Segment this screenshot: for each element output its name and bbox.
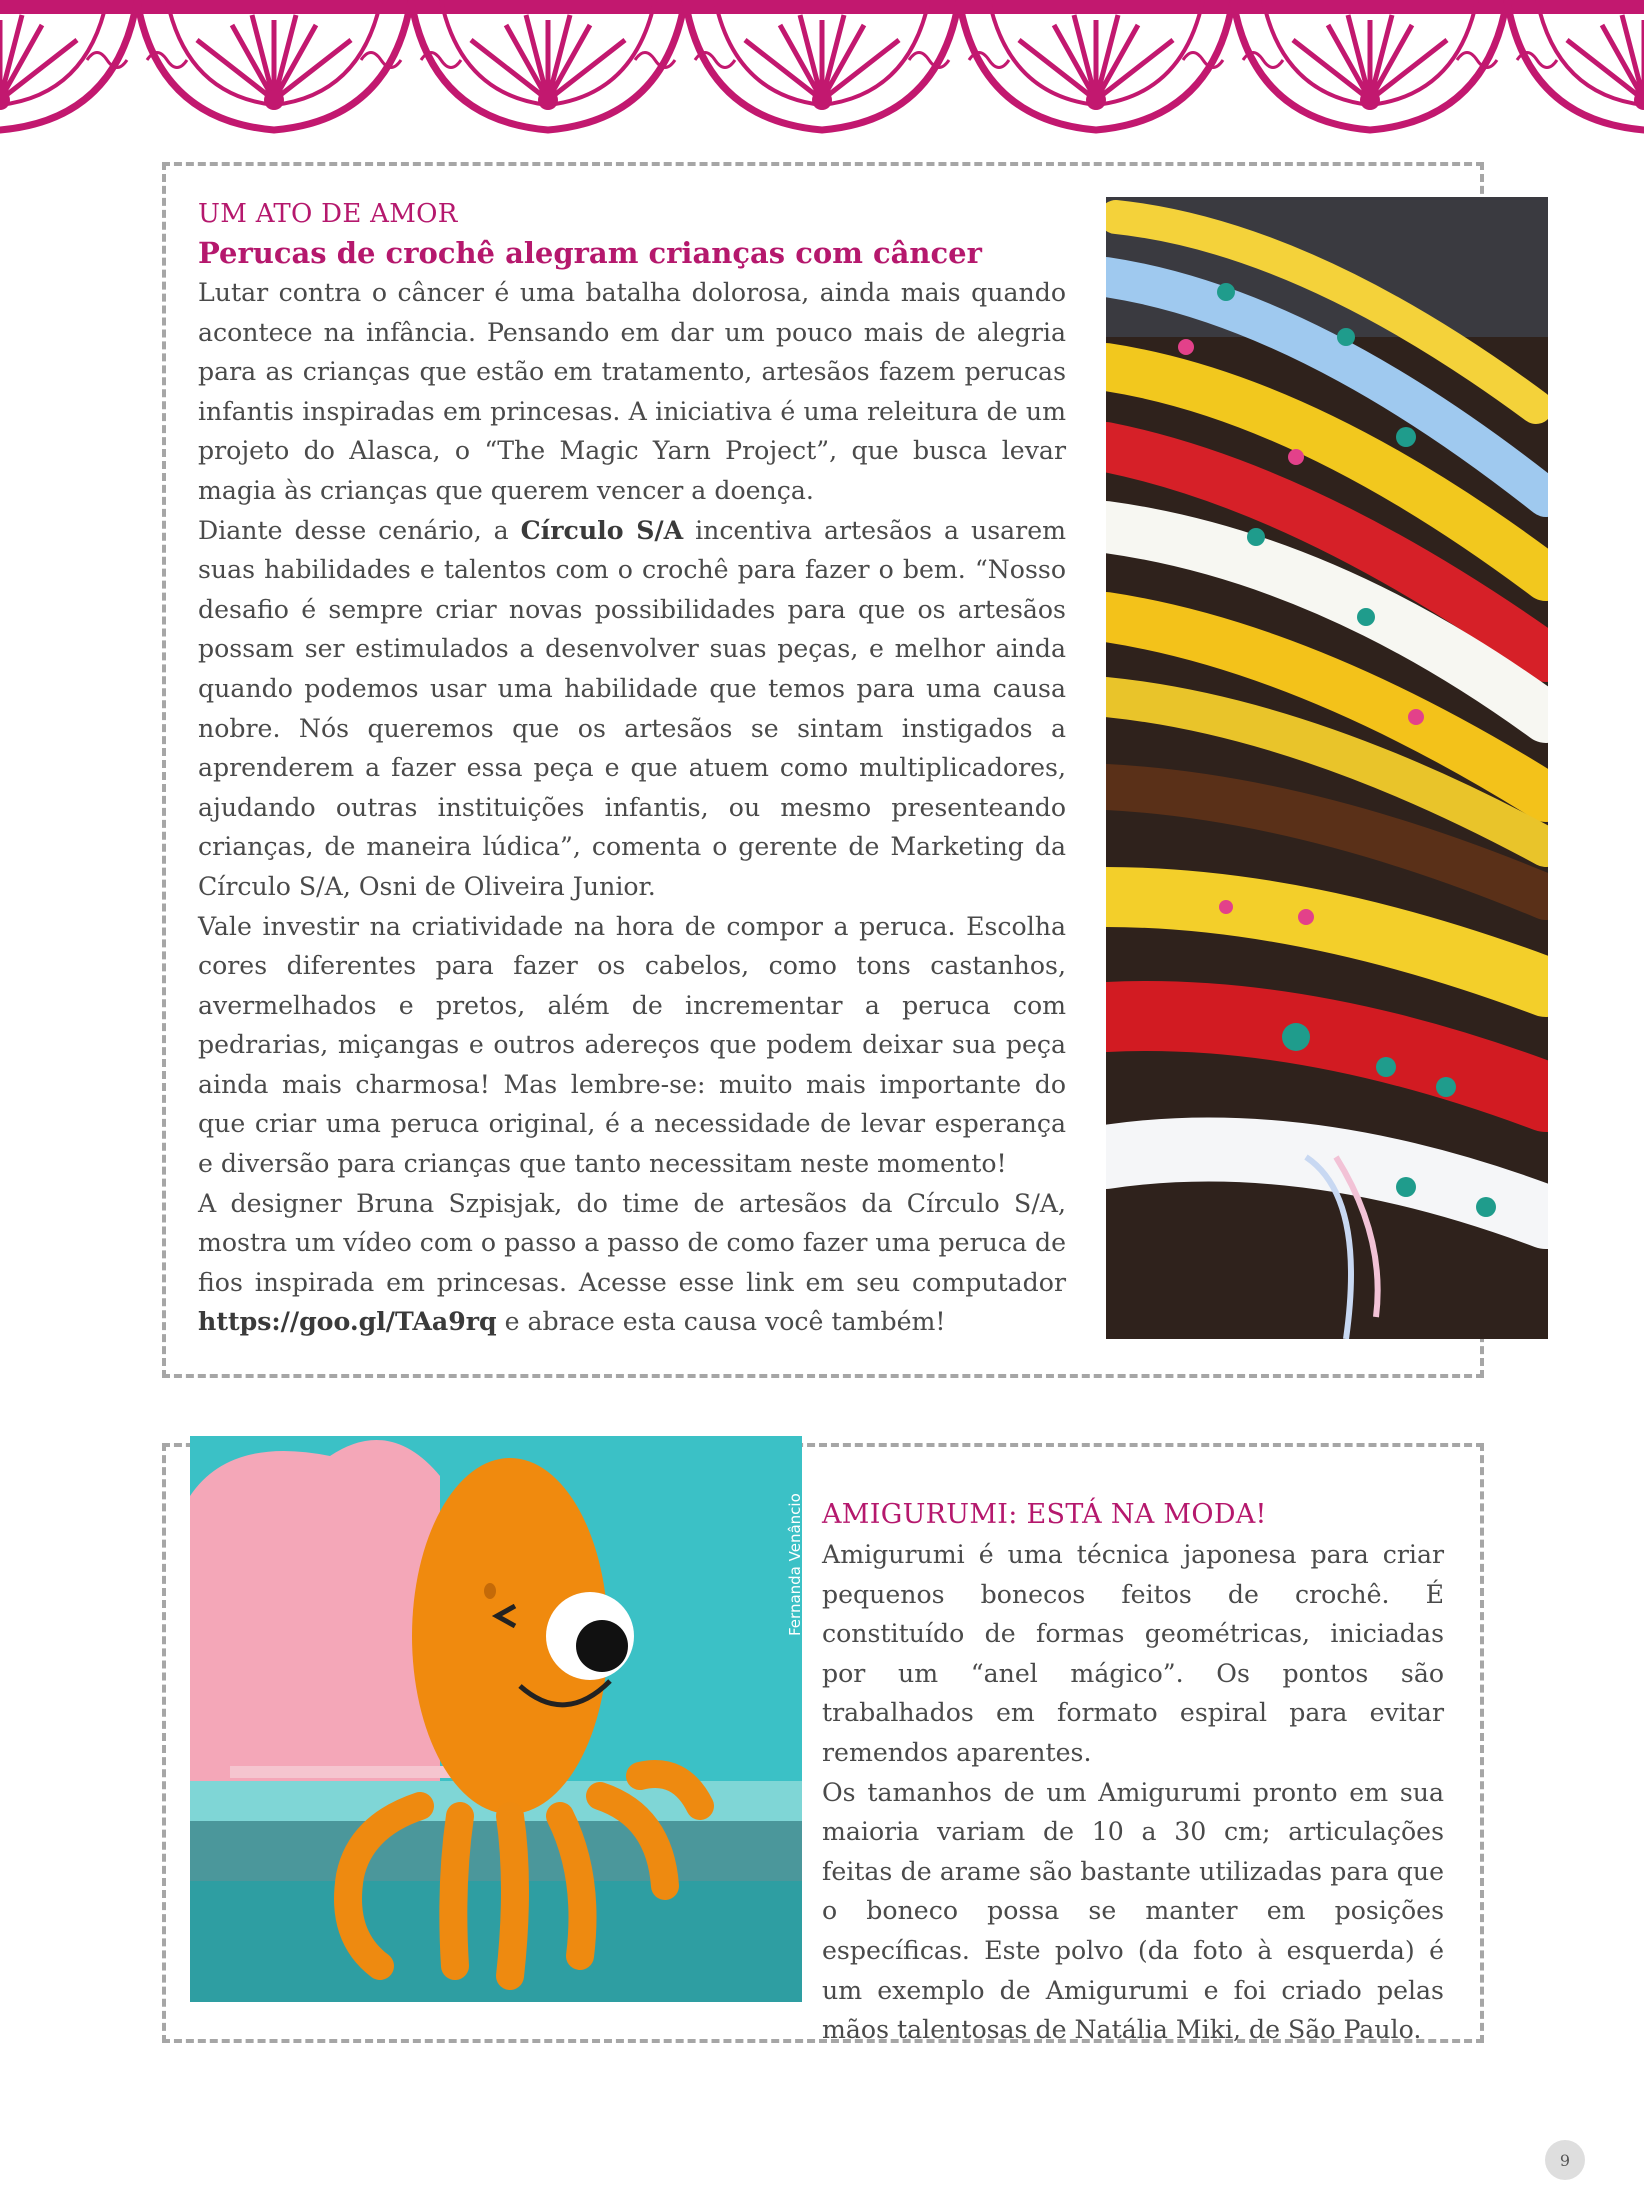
lace-border-decoration [0, 0, 1644, 150]
photo-crochet-wigs [1106, 197, 1548, 1339]
company-name: Círculo S/A [520, 514, 684, 545]
photo-credit: Fernanda Venâncio [786, 1493, 804, 1636]
section-kicker: UM ATO DE AMOR [198, 199, 458, 229]
video-link[interactable]: https://goo.gl/TAa9rq [198, 1306, 497, 1337]
article-headline: Perucas de crochê alegram crianças com câncer [198, 236, 982, 270]
section-kicker: AMIGURUMI: ESTÁ NA MODA! [822, 1499, 1267, 1530]
article-amigurumi [822, 1495, 1444, 2050]
paragraph: Vale investir na criatividade na hora de compor a peruca. Escolha cores diferentes para fazer os cabelos, como tons castanhos, avermelhados e pretos, além de incrementar a peruca com pedrarias, miçangas e outros adereços que podem deixar sua peça ainda mais charmosa! Mas lembre-se: muito mais importante do que criar uma peruca original, é a necessidade de levar esperança e diversão para crianças que tanto necessitam neste momento! [198, 911, 1066, 1179]
paragraph: Diante desse cenário, a Círculo S/A incentiva artesãos a usarem suas habilidades e talentos com o crochê para fazer o bem. “Nosso desafio é sempre criar novas possibilidades para que os artesãos possam ser estimulados a desenvolver suas peças, e melhor ainda quando podemos usar uma habilidade que temos para uma causa nobre. Nós queremos que os artesãos se sintam instigados a aprenderem a fazer essa peça e que atuem como multiplicadores, ajudando outras instituições infantis, ou mesmo presenteando crianças, de maneira lúdica”, comenta o gerente de Marketing da Círculo S/A, Osni de Oliveira Junior. [198, 514, 1066, 901]
paragraph: Lutar contra o câncer é uma batalha dolorosa, ainda mais quando acontece na infância. Pensando em dar um pouco mais de alegria para as crianças que estão em tratamento, artesãos fazem perucas infantis inspiradas em princesas. A iniciativa é uma releitura de um projeto do Alasca, o “The Magic Yarn Project”, que busca levar magia às crianças que querem vencer a doença. [198, 278, 1066, 505]
paragraph: Os tamanhos de um Amigurumi pronto em sua maioria variam de 10 a 30 cm; articulações feitas de arame são bastante utilizadas para que o boneco possa se manter em posições específicas. Este polvo (da foto à esquerda) é um exemplo de Amigurumi e foi criado pelas mãos talentosas de Natália Miki, de São Paulo. [822, 1777, 1444, 2045]
paragraph: Amigurumi é uma técnica japonesa para criar pequenos bonecos feitos de crochê. É constituído de formas geométricas, iniciadas por um “anel mágico”. Os pontos são trabalhados em formato espiral para evitar remendos aparentes. [822, 1540, 1444, 1767]
paragraph: A designer Bruna Szpisjak, do time de artesãos da Círculo S/A, mostra um vídeo com o passo a passo de como fazer uma peruca de fios inspirada em princesas. Acesse esse link em seu computador https://goo.gl/TAa9rq e abrace esta causa você também! [198, 1188, 1066, 1337]
photo-octopus-amigurumi [190, 1436, 802, 2002]
article-wigs [198, 195, 1066, 1342]
page-number: 9 [1545, 2140, 1585, 2180]
